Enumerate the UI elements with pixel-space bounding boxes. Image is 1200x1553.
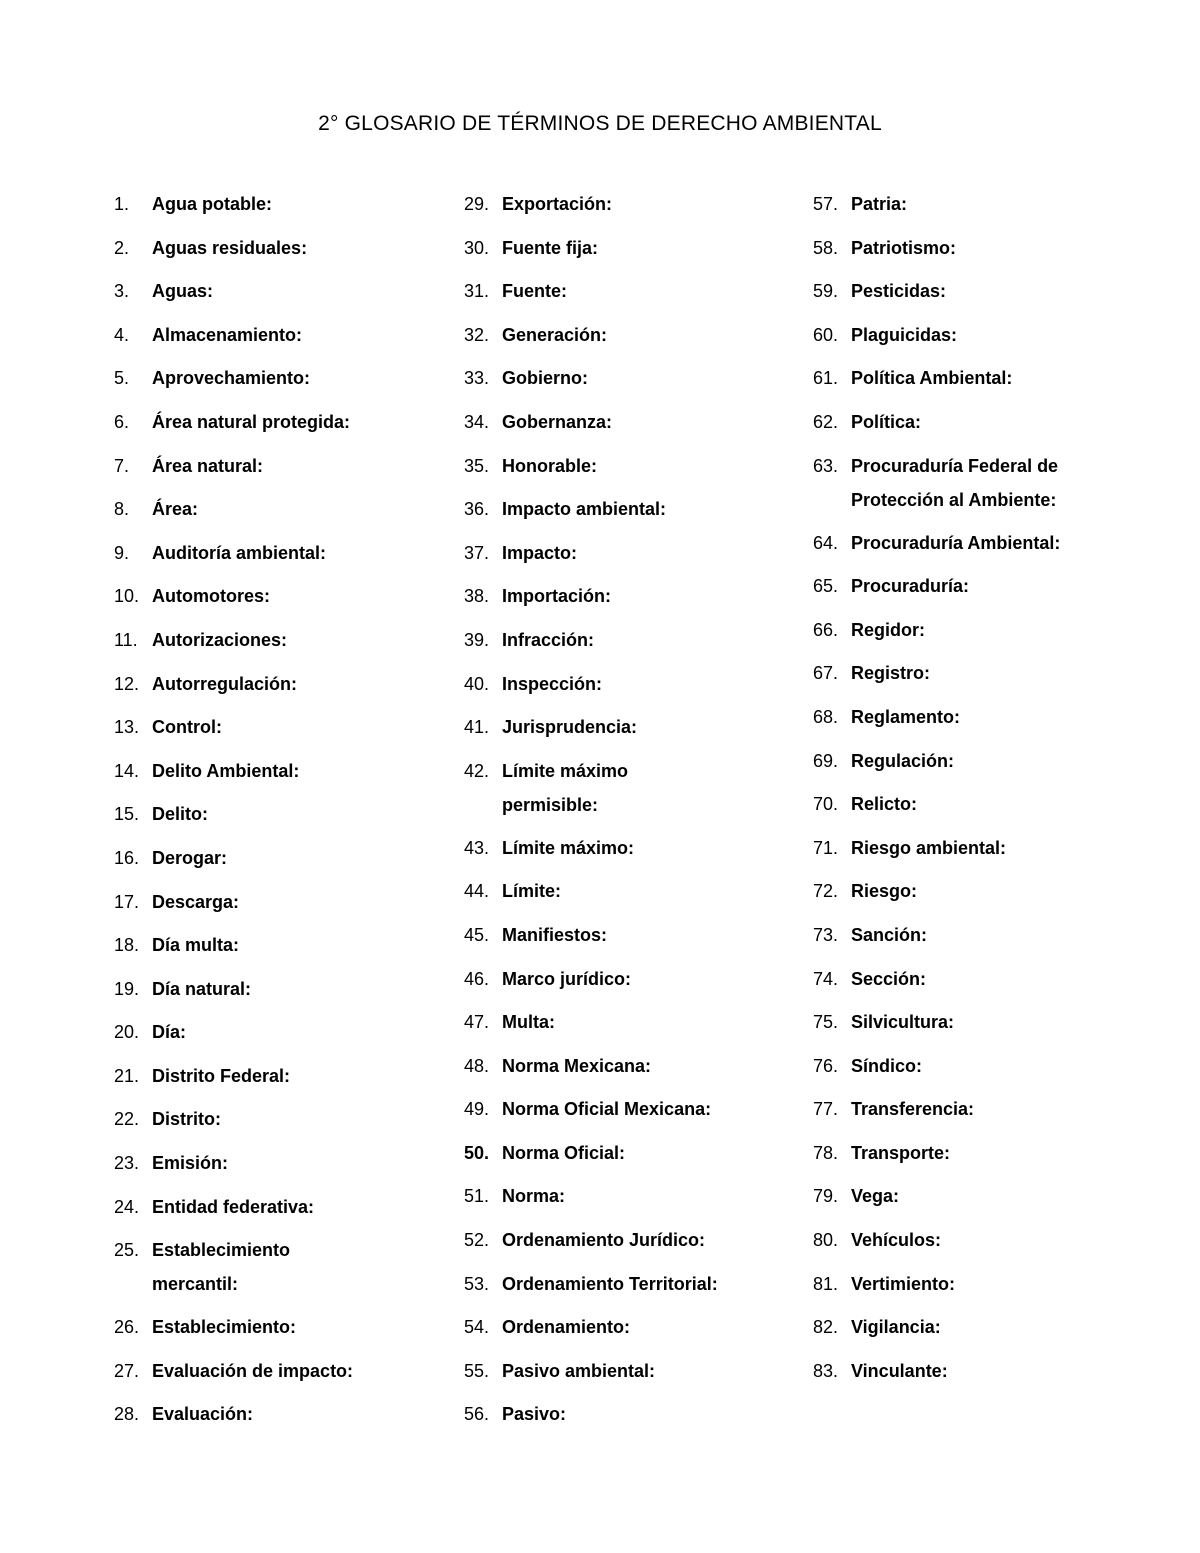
entry-number: 79. (813, 1186, 839, 1207)
entry-number: 35. (464, 455, 490, 476)
entry-term: Aguas residuales: (152, 237, 308, 258)
entry-number: 46. (464, 968, 490, 989)
entry-term: Transporte: (851, 1142, 951, 1163)
glossary-entry (464, 449, 794, 493)
entry-term: Procuraduría: (851, 576, 970, 597)
entry-number: 42. (464, 760, 490, 781)
glossary-entry (464, 1136, 794, 1180)
entry-number: 82. (813, 1317, 839, 1338)
entry-number: 80. (813, 1230, 839, 1251)
entry-number: 31. (464, 281, 490, 302)
entry-term: Ordenamiento Jurídico: (502, 1230, 706, 1251)
glossary-entry (464, 231, 794, 275)
entry-term: Autorizaciones: (152, 629, 288, 650)
entry-number: 62. (813, 411, 839, 432)
entry-term: Límite: (502, 881, 562, 902)
entry-term: Transferencia: (851, 1099, 975, 1120)
glossary-entry (464, 962, 794, 1006)
glossary-entry (114, 1310, 444, 1354)
entry-term: Patriotismo: (851, 237, 957, 258)
entry-term: Silvicultura: (851, 1012, 955, 1033)
entry-term: Patria: (851, 194, 908, 214)
entry-term: Agua potable: (152, 194, 272, 214)
entry-term: Síndico: (851, 1055, 922, 1076)
entry-term: Marco jurídico: (502, 968, 632, 989)
entry-number: 33. (464, 368, 490, 389)
entry-number: 10. (114, 586, 140, 607)
entry-term: Riesgo ambiental: (851, 837, 1007, 858)
entry-term: Gobernanza: (502, 411, 613, 432)
entry-number: 6. (114, 411, 130, 432)
glossary-entry (114, 536, 444, 580)
entry-number: 3. (114, 281, 130, 302)
entry-number: 21. (114, 1065, 140, 1086)
entry-term: Procuraduría Federal de Protección al Ambiente: (851, 455, 1059, 510)
entry-number: 22. (114, 1109, 140, 1130)
entry-term: Honorable: (502, 455, 598, 476)
entry-number: 17. (114, 891, 140, 912)
entry-number: 72. (813, 881, 839, 902)
entry-number: 70. (813, 794, 839, 815)
entry-term: Autorregulación: (152, 673, 298, 694)
entry-term: Aguas: (152, 281, 214, 302)
entry-term: Evaluación de impacto: (152, 1360, 354, 1381)
entry-number: 71. (813, 837, 839, 858)
entry-term: Delito: (152, 804, 208, 825)
entry-number: 34. (464, 411, 490, 432)
entry-number: 23. (114, 1153, 140, 1174)
glossary-entry (114, 797, 444, 841)
glossary-entry (813, 874, 1143, 918)
entry-number: 38. (464, 586, 490, 607)
entry-term: Exportación: (502, 194, 613, 214)
glossary-entry (114, 1146, 444, 1190)
entry-term: Ordenamiento Territorial: (502, 1273, 718, 1294)
entry-number: 4. (114, 324, 130, 345)
entry-number: 50. (464, 1142, 490, 1163)
glossary-entry (464, 405, 794, 449)
glossary-entry (464, 536, 794, 580)
entry-term: Gobierno: (502, 368, 588, 389)
glossary-entry (813, 187, 1143, 231)
entry-number: 66. (813, 619, 839, 640)
page-title: 2° GLOSARIO DE TÉRMINOS DE DERECHO AMBIENTAL (318, 112, 882, 135)
entry-number: 25. (114, 1240, 140, 1261)
entry-term: Derogar: (152, 847, 228, 868)
entry-number: 28. (114, 1404, 140, 1425)
glossary-entry (114, 1354, 444, 1398)
glossary-entry (813, 831, 1143, 875)
entry-number: 37. (464, 542, 490, 563)
glossary-entry (464, 667, 794, 711)
entry-term: Riesgo: (851, 881, 918, 902)
entry-term: Norma Oficial Mexicana: (502, 1099, 712, 1120)
glossary-entry (813, 1005, 1143, 1049)
entry-number: 32. (464, 324, 490, 345)
entry-number: 64. (813, 532, 839, 553)
entry-number: 1. (114, 194, 130, 214)
entry-number: 67. (813, 663, 839, 684)
glossary-entry (114, 928, 444, 972)
entry-number: 24. (114, 1196, 140, 1217)
entry-term: Infracción: (502, 629, 595, 650)
entry-number: 5. (114, 368, 130, 389)
glossary-entry (813, 1267, 1143, 1311)
glossary-entry (464, 874, 794, 918)
entry-term: Día natural: (152, 978, 252, 999)
entry-term: Vertimiento: (851, 1273, 956, 1294)
entry-number: 18. (114, 935, 140, 956)
entry-number: 55. (464, 1360, 490, 1381)
entry-term: Fuente fija: (502, 237, 599, 258)
glossary-entry (813, 318, 1143, 362)
entry-number: 41. (464, 717, 490, 738)
entry-number: 61. (813, 368, 839, 389)
glossary-entry (464, 579, 794, 623)
glossary-entry (464, 1049, 794, 1093)
entry-term: Registro: (851, 663, 931, 684)
entry-number: 11. (114, 629, 138, 650)
entry-term: Pasivo ambiental: (502, 1360, 656, 1381)
glossary-entry (464, 1397, 794, 1441)
glossary-entry (114, 405, 444, 449)
entry-term: Área natural protegida: (152, 411, 351, 432)
glossary-entry (813, 1179, 1143, 1223)
glossary-entry (114, 710, 444, 754)
entry-number: 69. (813, 750, 839, 771)
glossary-entry (464, 1310, 794, 1354)
entry-number: 14. (114, 760, 140, 781)
entry-term: Plaguicidas: (851, 324, 958, 345)
glossary-entry (114, 623, 444, 667)
entry-term: Vinculante: (851, 1360, 948, 1381)
entry-number: 12. (114, 673, 140, 694)
entry-number: 26. (114, 1317, 140, 1338)
entry-term: Política: (851, 411, 922, 432)
entry-term: Regulación: (851, 750, 955, 771)
entry-term: Descarga: (152, 891, 240, 912)
glossary-entry (114, 754, 444, 798)
glossary-entry (813, 613, 1143, 657)
entry-term: Regidor: (851, 619, 925, 640)
glossary-entry (114, 1015, 444, 1059)
entry-number: 27. (114, 1360, 140, 1381)
entry-number: 29. (464, 194, 490, 214)
entry-number: 75. (813, 1012, 839, 1033)
glossary-entry (813, 1223, 1143, 1267)
entry-term: Vega: (851, 1186, 900, 1207)
glossary-entry (114, 1397, 444, 1441)
entry-number: 78. (813, 1142, 839, 1163)
entry-term: Norma Mexicana: (502, 1055, 652, 1076)
glossary-entry (114, 667, 444, 711)
entry-term: Límite máximo permisible: (502, 760, 629, 815)
glossary-entry (464, 361, 794, 405)
glossary-entry (813, 1354, 1143, 1398)
glossary-entry (464, 918, 794, 962)
entry-term: Norma Oficial: (502, 1142, 626, 1163)
glossary-entry (813, 744, 1143, 788)
entry-number: 63. (813, 455, 839, 476)
entry-number: 15. (114, 804, 140, 825)
entry-term: Sanción: (851, 924, 928, 945)
entry-number: 77. (813, 1099, 839, 1120)
entry-number: 52. (464, 1230, 490, 1251)
glossary-column-2 (464, 187, 794, 1441)
entry-term: Manifiestos: (502, 924, 608, 945)
entry-number: 43. (464, 837, 490, 858)
entry-term: Área natural: (152, 455, 264, 476)
glossary-entry (114, 841, 444, 885)
glossary-entry (813, 405, 1143, 449)
entry-number: 20. (114, 1022, 140, 1043)
glossary-entry (464, 318, 794, 362)
glossary-entry (464, 1223, 794, 1267)
entry-term: Vehículos: (851, 1230, 942, 1251)
entry-term: Pesticidas: (851, 281, 947, 302)
glossary-entry (114, 274, 444, 318)
glossary-entry (464, 1179, 794, 1223)
entry-term: Fuente: (502, 281, 567, 302)
entry-term: Pasivo: (502, 1404, 567, 1425)
glossary-entry (114, 361, 444, 405)
glossary-entry (464, 623, 794, 667)
entry-number: 36. (464, 499, 490, 520)
entry-term: Establecimiento mercantil: (152, 1240, 291, 1295)
entry-number: 40. (464, 673, 490, 694)
entry-number: 57. (813, 194, 839, 214)
entry-number: 47. (464, 1012, 490, 1033)
glossary-entry (114, 1059, 444, 1103)
glossary-entry (114, 318, 444, 362)
entry-term: Área: (152, 499, 199, 520)
entry-number: 73. (813, 924, 839, 945)
entry-term: Impacto: (502, 542, 578, 563)
entry-term: Relicto: (851, 794, 918, 815)
entry-number: 13. (114, 717, 140, 738)
glossary-entry (813, 918, 1143, 962)
glossary-entry (464, 274, 794, 318)
entry-number: 30. (464, 237, 490, 258)
glossary-entry (813, 1049, 1143, 1093)
glossary-entry (114, 492, 444, 536)
entry-number: 54. (464, 1317, 490, 1338)
entry-term: Aprovechamiento: (152, 368, 311, 389)
glossary-entry (114, 449, 444, 493)
glossary-entry (464, 1092, 794, 1136)
glossary-entry (114, 972, 444, 1016)
entry-number: 16. (114, 847, 140, 868)
glossary-entry (813, 787, 1143, 831)
entry-term: Política Ambiental: (851, 368, 1013, 389)
glossary-entry (464, 187, 794, 231)
entry-number: 39. (464, 629, 490, 650)
entry-number: 48. (464, 1055, 490, 1076)
glossary-column-1 (114, 187, 444, 1441)
entry-term: Día: (152, 1022, 187, 1043)
glossary-entry (114, 187, 444, 231)
entry-number: 56. (464, 1404, 490, 1425)
glossary-entry (114, 1190, 444, 1234)
entry-number: 44. (464, 881, 490, 902)
entry-number: 58. (813, 237, 839, 258)
entry-number: 9. (114, 542, 130, 563)
entry-number: 76. (813, 1055, 839, 1076)
glossary-entry (813, 231, 1143, 275)
entry-term: Establecimiento: (152, 1317, 297, 1338)
entry-number: 7. (114, 455, 130, 476)
glossary-entry (114, 231, 444, 275)
entry-term: Sección: (851, 968, 927, 989)
entry-number: 83. (813, 1360, 839, 1381)
entry-number: 45. (464, 924, 490, 945)
entry-number: 59. (813, 281, 839, 302)
entry-number: 8. (114, 499, 130, 520)
entry-term: Día multa: (152, 935, 240, 956)
glossary-entry (114, 579, 444, 623)
glossary-entry (813, 361, 1143, 405)
glossary-column-3 (813, 187, 1143, 1397)
glossary-entry (813, 526, 1143, 570)
glossary-entry (464, 492, 794, 536)
entry-term: Almacenamiento: (152, 324, 303, 345)
entry-term: Auditoría ambiental: (152, 542, 327, 563)
entry-number: 53. (464, 1273, 490, 1294)
glossary-entry (464, 710, 794, 754)
glossary-entry (813, 569, 1143, 613)
entry-term: Impacto ambiental: (502, 499, 667, 520)
entry-term: Norma: (502, 1186, 566, 1207)
entry-term: Entidad federativa: (152, 1196, 315, 1217)
glossary-entry (813, 1310, 1143, 1354)
entry-term: Emisión: (152, 1153, 229, 1174)
entry-term: Distrito: (152, 1109, 221, 1130)
glossary-entry (813, 449, 1143, 526)
glossary-entry (813, 274, 1143, 318)
entry-term: Vigilancia: (851, 1317, 941, 1338)
glossary-entry (464, 754, 794, 831)
glossary-entry (114, 885, 444, 929)
glossary-entry (813, 656, 1143, 700)
glossary-entry (813, 962, 1143, 1006)
entry-term: Control: (152, 717, 222, 738)
glossary-entry (464, 1005, 794, 1049)
glossary-entry (813, 700, 1143, 744)
entry-term: Distrito Federal: (152, 1065, 291, 1086)
entry-number: 60. (813, 324, 839, 345)
entry-term: Límite máximo: (502, 837, 635, 858)
entry-number: 65. (813, 576, 839, 597)
entry-term: Inspección: (502, 673, 603, 694)
entry-term: Importación: (502, 586, 612, 607)
glossary-entry (114, 1102, 444, 1146)
entry-number: 19. (114, 978, 140, 999)
entry-number: 74. (813, 968, 839, 989)
entry-number: 81. (813, 1273, 839, 1294)
entry-term: Delito Ambiental: (152, 760, 300, 781)
entry-number: 2. (114, 237, 130, 258)
entry-term: Jurisprudencia: (502, 717, 638, 738)
glossary-entry (813, 1092, 1143, 1136)
entry-term: Ordenamiento: (502, 1317, 631, 1338)
entry-term: Generación: (502, 324, 608, 345)
glossary-entry (464, 831, 794, 875)
entry-number: 51. (464, 1186, 490, 1207)
entry-number: 68. (813, 706, 839, 727)
glossary-entry (813, 1136, 1143, 1180)
entry-number: 49. (464, 1099, 490, 1120)
glossary-entry (114, 1233, 444, 1310)
entry-term: Automotores: (152, 586, 270, 607)
glossary-entry (464, 1267, 794, 1311)
entry-term: Multa: (502, 1012, 555, 1033)
entry-term: Evaluación: (152, 1404, 254, 1425)
glossary-entry (464, 1354, 794, 1398)
entry-term: Procuraduría Ambiental: (851, 532, 1061, 553)
entry-term: Reglamento: (851, 706, 961, 727)
